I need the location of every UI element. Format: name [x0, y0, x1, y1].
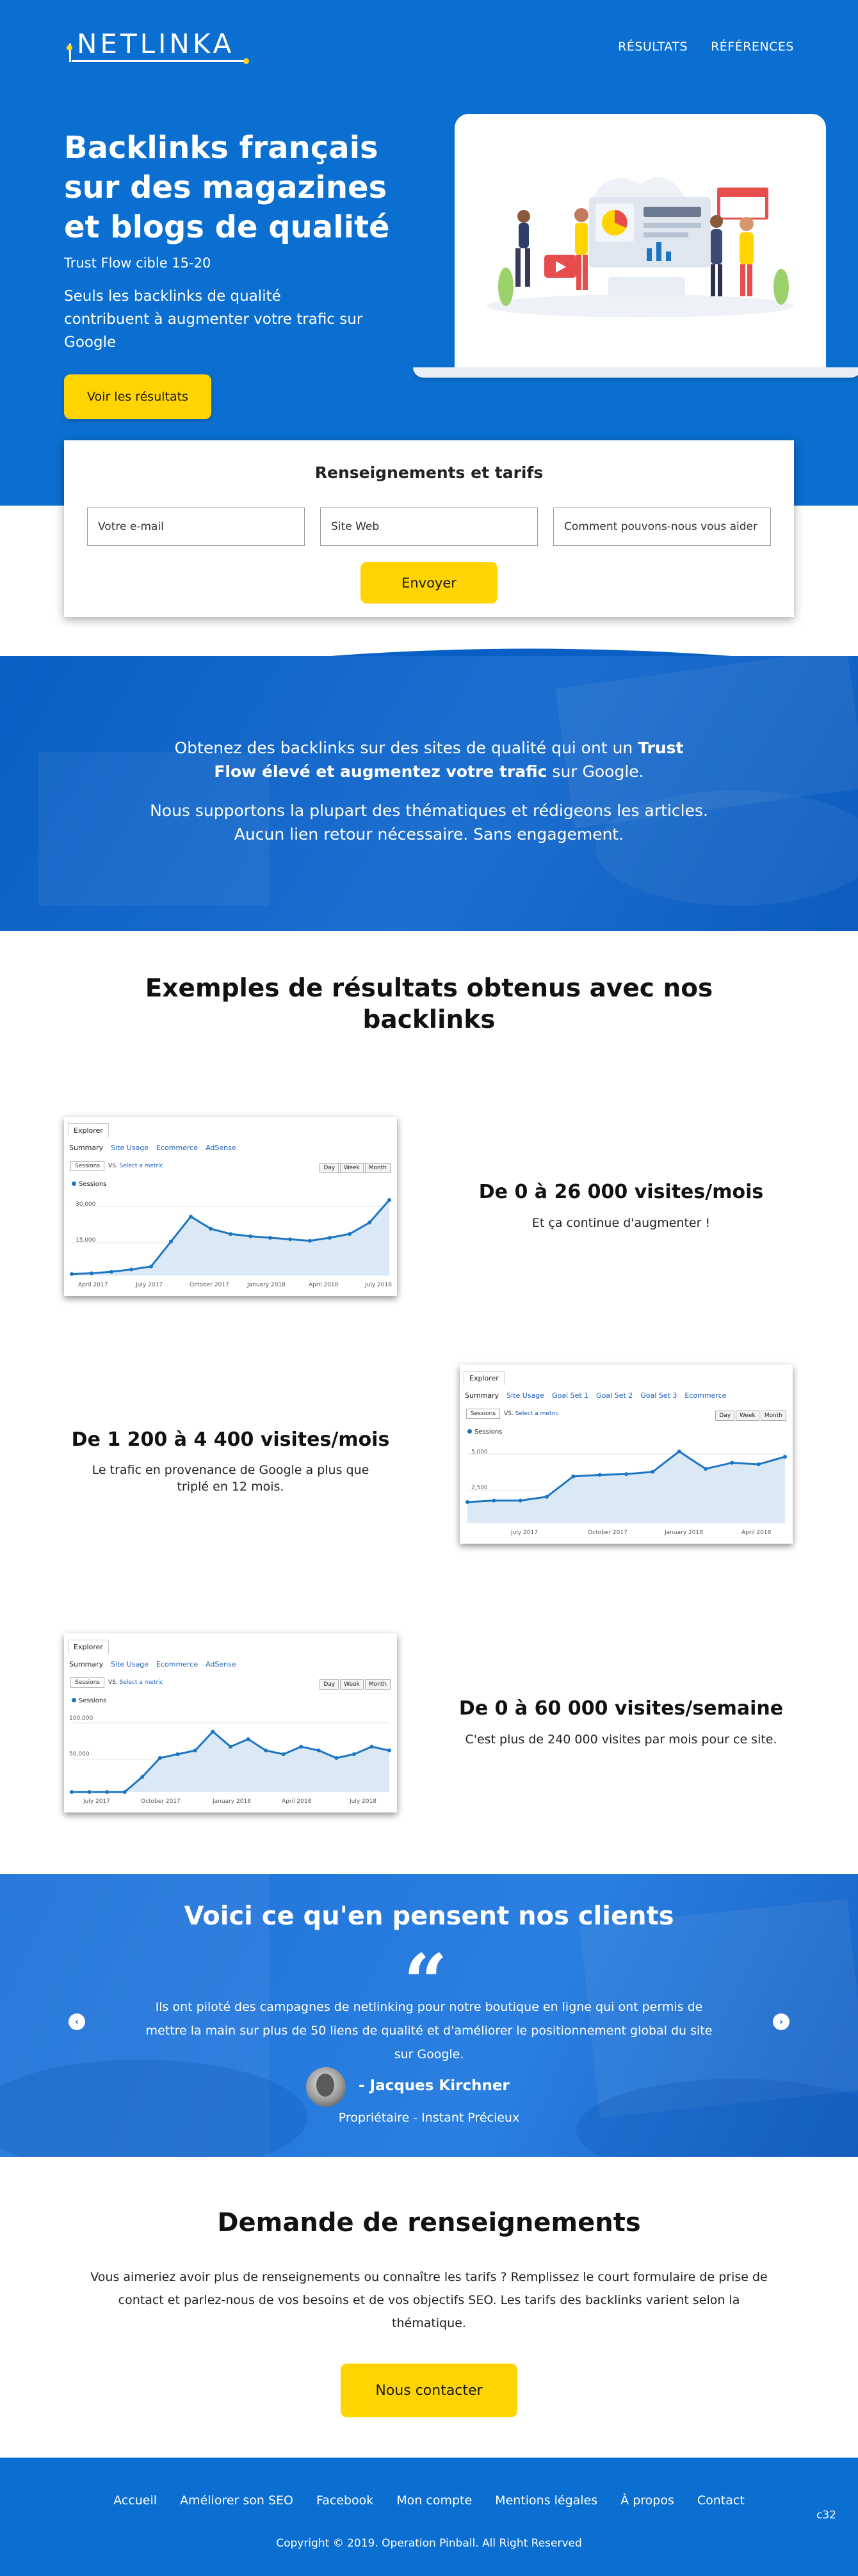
data-point — [90, 1271, 93, 1275]
x-tick: July 2017 — [511, 1530, 538, 1536]
prev-arrow-icon[interactable]: ‹ — [69, 2013, 85, 2030]
x-tick: April 2018 — [282, 1798, 312, 1805]
testimonial-section — [0, 1874, 858, 2157]
result-title-3: De 0 à 60 000 visites/semaine — [458, 1697, 784, 1720]
sessions-area — [72, 1732, 389, 1792]
report-link: Goal Set 1 — [552, 1391, 589, 1400]
y-tick: 30,000 — [76, 1201, 96, 1208]
data-point — [317, 1748, 321, 1752]
contact-title: Demande de renseignements — [217, 2208, 641, 2237]
footer-link-seo[interactable]: Améliorer son SEO — [180, 2493, 293, 2508]
report-link: Site Usage — [111, 1660, 149, 1668]
report-link: Ecommerce — [684, 1391, 727, 1400]
data-point — [369, 1745, 373, 1748]
x-tick: January 2018 — [665, 1530, 703, 1536]
data-point — [492, 1499, 496, 1503]
period-buttons: Day Week Month — [320, 1163, 391, 1173]
logo-underline — [72, 60, 245, 62]
testimonial-role: Propriétaire - Instant Précieux — [338, 2111, 520, 2125]
data-point — [387, 1198, 391, 1202]
data-point — [189, 1215, 193, 1219]
explorer-tab: Explorer — [68, 1123, 109, 1137]
data-point — [247, 1737, 250, 1741]
avatar — [306, 2067, 346, 2107]
data-point — [677, 1450, 681, 1453]
footer-link-legal[interactable]: Mentions légales — [495, 2493, 598, 2508]
data-point — [70, 1790, 74, 1794]
see-results-button[interactable]: Voir les résultats — [64, 374, 211, 419]
footer — [0, 2458, 858, 2576]
result-desc-2: Le trafic en provenance de Google a plus que triplé en 12 mois. — [92, 1463, 369, 1494]
form-title: Renseignements et tarifs — [314, 463, 544, 482]
band-text-secondary: Nous supportons la plupart des thématiques et rédigeons les articles. Aucun lien retour nécessaire. Sans engagement. — [150, 801, 708, 844]
data-point — [757, 1462, 761, 1466]
report-link: Summary — [465, 1391, 499, 1400]
data-point — [704, 1467, 708, 1471]
metric-selector: Sessions VS. Select a metric — [70, 1163, 163, 1169]
data-point — [334, 1756, 338, 1760]
footer-link-about[interactable]: À propos — [620, 2493, 674, 2508]
quote-icon: “ — [403, 1937, 448, 2028]
data-point — [651, 1470, 654, 1474]
next-arrow-icon[interactable]: › — [773, 2013, 789, 2030]
data-point — [248, 1235, 252, 1238]
period-buttons: Day Week Month — [715, 1411, 786, 1421]
team-analytics-illustration — [480, 152, 800, 344]
value-band — [0, 656, 858, 931]
data-point — [209, 1227, 213, 1231]
data-point — [624, 1472, 628, 1476]
examples-title: Exemples de résultats obtenus avec nos backlinks — [145, 974, 713, 1034]
explorer-tab: Explorer — [464, 1371, 505, 1385]
sessions-legend: Sessions — [467, 1428, 502, 1436]
data-point — [545, 1495, 549, 1499]
result-desc-1: Et ça continue d'augmenter ! — [531, 1216, 711, 1230]
y-tick: 15,000 — [76, 1237, 96, 1244]
laptop-base — [413, 367, 858, 378]
x-tick: July 2018 — [365, 1282, 392, 1288]
period-buttons: Day Week Month — [320, 1679, 391, 1690]
data-point — [109, 1270, 113, 1274]
quote-form — [64, 440, 794, 617]
laptop-illustration — [455, 114, 826, 370]
data-point — [211, 1730, 214, 1734]
x-tick: July 2017 — [83, 1798, 110, 1805]
website-field[interactable] — [320, 508, 538, 546]
footer-link-contact[interactable]: Contact — [697, 2493, 745, 2508]
report-link: Ecommerce — [156, 1144, 198, 1152]
data-point — [193, 1748, 197, 1752]
x-tick: January 2018 — [213, 1798, 251, 1805]
data-point — [348, 1232, 352, 1236]
data-point — [140, 1775, 144, 1779]
x-tick: April 2018 — [741, 1530, 772, 1536]
copyright: Copyright © 2019. Operation Pinball. All Right Reserved — [276, 2537, 582, 2550]
data-point — [288, 1237, 292, 1241]
data-point — [282, 1752, 286, 1756]
main-nav — [618, 40, 794, 54]
analytics-screenshot-3 — [64, 1633, 397, 1812]
data-point — [264, 1748, 268, 1752]
data-point — [465, 1500, 469, 1504]
explorer-tab: Explorer — [68, 1640, 109, 1654]
footer-link-facebook[interactable]: Facebook — [316, 2493, 374, 2508]
report-link: Ecommerce — [156, 1660, 198, 1668]
data-point — [123, 1790, 127, 1794]
sessions-line-chart — [64, 1633, 397, 1812]
hero-title: Backlinks français sur des magazines et blogs de qualité — [64, 130, 390, 245]
footer-nav — [0, 2493, 858, 2508]
metric-selector: Sessions VS. Select a metric — [466, 1411, 559, 1417]
x-tick: October 2017 — [588, 1530, 627, 1536]
report-link: Summary — [69, 1660, 104, 1668]
logo-text: NETLINKA — [77, 28, 235, 60]
hero-subtitle: Trust Flow cible 15-20 — [64, 255, 211, 271]
testimonial-quote: Ils ont piloté des campagnes de netlinking pour notre boutique en ligne qui ont permis de mettre la main sur plus de 50 liens de qualité et d'améliorer le positionnement global du site sur Google. — [145, 2000, 713, 2061]
data-point — [598, 1473, 602, 1476]
sessions-line-chart — [460, 1364, 793, 1544]
analytics-screenshot-1 — [64, 1117, 397, 1296]
y-tick: 5,000 — [471, 1449, 488, 1455]
x-tick: July 2017 — [136, 1282, 163, 1288]
band-background-photo — [0, 656, 858, 931]
contact-button[interactable]: Nous contacter — [341, 2364, 517, 2417]
y-tick: 2,500 — [471, 1485, 488, 1491]
data-point — [268, 1236, 272, 1240]
result-title-1: De 0 à 26 000 visites/mois — [478, 1181, 764, 1203]
footer-link-accueil[interactable]: Accueil — [113, 2493, 158, 2508]
data-point — [229, 1745, 232, 1748]
data-point — [368, 1220, 371, 1224]
y-tick: 100,000 — [69, 1715, 93, 1722]
sessions-area — [72, 1200, 389, 1276]
data-point — [229, 1232, 232, 1236]
data-point — [158, 1756, 162, 1760]
data-point — [129, 1268, 133, 1272]
data-point — [70, 1272, 74, 1276]
data-point — [352, 1752, 356, 1756]
x-tick: January 2018 — [247, 1282, 286, 1288]
x-tick: October 2017 — [141, 1798, 181, 1805]
help-field[interactable] — [553, 508, 771, 546]
data-point — [88, 1790, 92, 1794]
band-text-primary: Obtenez des backlinks sur des sites de qualité qui ont un Trust Flow élevé et augmentez votre trafic sur Google. — [174, 739, 684, 781]
data-point — [169, 1240, 173, 1244]
report-link: Goal Set 2 — [596, 1391, 633, 1400]
result-title-2: De 1 200 à 4 400 visites/mois — [71, 1428, 390, 1451]
hero-section — [0, 0, 858, 506]
nav-resultats[interactable]: RÉSULTATS — [618, 40, 688, 54]
x-tick: April 2018 — [309, 1282, 339, 1288]
data-point — [571, 1475, 575, 1478]
logo-dot — [67, 45, 72, 51]
hero-description: Seuls les backlinks de qualité contribuent à augmenter votre trafic sur Google — [64, 288, 363, 351]
send-button[interactable]: Envoyer — [360, 562, 498, 604]
footer-badge: c32 — [816, 2509, 836, 2522]
report-link: AdSense — [206, 1660, 236, 1668]
x-tick: July 2018 — [350, 1798, 376, 1805]
data-point — [387, 1748, 391, 1752]
report-link: Site Usage — [111, 1144, 149, 1152]
sessions-legend: Sessions — [72, 1181, 106, 1188]
data-point — [730, 1461, 734, 1465]
testimonial-author: - Jacques Kirchner — [359, 2077, 510, 2094]
data-point — [308, 1239, 312, 1243]
data-point — [519, 1499, 522, 1503]
report-link: Goal Set 3 — [640, 1391, 677, 1400]
data-point — [299, 1745, 303, 1748]
logo-dot — [243, 58, 249, 64]
nav-references[interactable]: RÉFÉRENCES — [711, 40, 794, 54]
result-desc-3: C'est plus de 240 000 visites par mois pour ce site. — [465, 1732, 777, 1747]
x-tick: October 2017 — [190, 1282, 229, 1288]
report-link: Summary — [69, 1144, 104, 1152]
data-point — [783, 1455, 787, 1459]
sessions-legend: Sessions — [72, 1697, 106, 1704]
report-link: AdSense — [206, 1144, 236, 1152]
data-point — [328, 1236, 332, 1240]
data-point — [149, 1265, 153, 1268]
contact-text: Vous aimeriez avoir plus de renseignements ou connaître les tarifs ? Remplissez le court formulaire de prise de contact et parlez-nous de vos besoins et de vos objectifs SEO. Les tarifs des backlinks varient selon la thématique. — [90, 2270, 768, 2330]
data-point — [105, 1790, 109, 1794]
metric-selector: Sessions VS. Select a metric — [70, 1679, 163, 1686]
footer-link-account[interactable]: Mon compte — [396, 2493, 473, 2508]
netlinka-logo[interactable] — [64, 28, 256, 69]
x-tick: April 2017 — [78, 1282, 108, 1288]
testimonial-title: Voici ce qu'en pensent nos clients — [184, 1901, 674, 1931]
sessions-line-chart — [64, 1117, 397, 1296]
email-field[interactable] — [87, 508, 305, 546]
data-point — [175, 1752, 179, 1756]
y-tick: 50,000 — [69, 1751, 90, 1757]
analytics-screenshot-2 — [460, 1364, 793, 1544]
report-link: Site Usage — [506, 1391, 545, 1400]
